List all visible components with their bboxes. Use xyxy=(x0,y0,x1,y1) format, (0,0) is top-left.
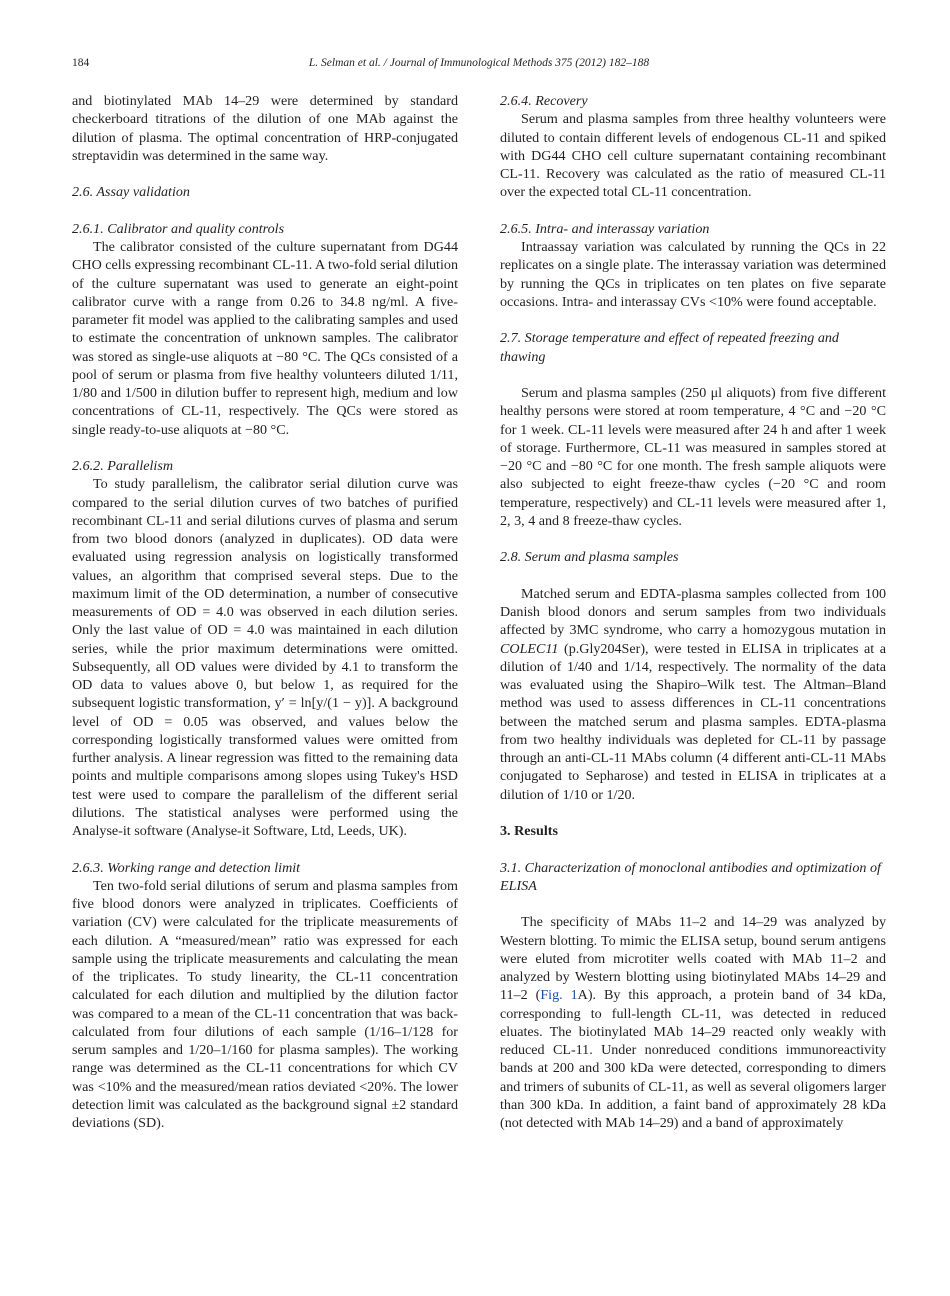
running-title: L. Selman et al. / Journal of Immunological Methods 375 (2012) 182–188 xyxy=(308,57,650,69)
subsection-heading-2-6-5: 2.6.5. Intra- and interassay variation xyxy=(500,220,710,237)
paragraph-samples xyxy=(500,585,886,804)
paragraph-variation: Intraassay variation was calculated by running the QCs in 22 replicates on a single plate. The interassay variation was determined by running the QCs in triplicates on ten plates on five separate occasions. Intra- and interassay CVs <10% were found acceptable. xyxy=(500,239,886,310)
section-heading-3-1: 3.1. Characterization of monoclonal antibodies and optimization of ELISA xyxy=(500,859,881,894)
paragraph-working-range: Ten two-fold serial dilutions of serum and plasma samples from five blood donors were analyzed in triplicates. Coefficients of variation (CV) were calculated for the triplicate measurements of each dilution. A “measured/mean” ratio was expressed for each sample using the triplicate measurements and calculating the mean of the triplicates. To study linearity, the CL-11 concentration calculated for each dilution and multiplied by the dilution factor was compared to a mean of the CL-11 concentration that was back-calculated from four dilutions of each sample (1/16–1/128 for serum samples and 1/20–1/160 for plasma samples). The working range was determined as the CL-11 concentrations for which CV was <10% and the measured/mean ratios deviated <20%. The lower detection limit was calculated as the background signal ±2 standard deviations (SD). xyxy=(72,877,458,1131)
characterization-text-start: The specificity of MAbs 11–2 and 14–29 was analyzed by Western blotting. To mimic the ELISA setup, bound serum antigens were eluted from microtiter wells coated with MAb 11–2 and analyzed by Western blotting using biotinylated MAbs 14–29 and 11–2 ( xyxy=(500,914,886,1004)
page-header xyxy=(72,57,886,75)
paragraph-storage: Serum and plasma samples (250 μl aliquots) from five different healthy persons were stored at room temperature, 4 °C and −20 °C for 1 week. CL-11 levels were measured after 24 h and after 1 week of storage. Furthermore, CL-11 was measured in samples stored at −20 °C and −80 °C for one month. The fresh sample aliquots were also subjected to eight freeze-thaw cycles (−20 °C and room temperature, respectively) and CL-11 levels were measured after 1, 2, 3, 4 and 8 freeze-thaw cycles. xyxy=(500,385,886,529)
samples-text-end: (p.Gly204Ser), were tested in ELISA in triplicates at a dilution of 1/40 and 1/14, respectively. The normality of the data was evaluated using the Shapiro–Wilk test. The Altman–Bland method was used to assess differences in CL-11 concentrations between the matched serum and plasma samples. EDTA-plasma from two healthy individuals was depleted for CL-11 by passage through an anti-CL-11 MAbs column (4 different anti-CL-11 MAbs conjugated to Sepharose) and tested in ELISA in triplicates at a dilution of 1/10 or 1/20. xyxy=(500,640,886,803)
section-heading-2-7: 2.7. Storage temperature and effect of repeated freezing and thawing xyxy=(500,330,839,365)
subsection-heading-2-6-4: 2.6.4. Recovery xyxy=(500,93,588,109)
characterization-text-end: A). By this approach, a protein band of 34 kDa, corresponding to full-length CL-11, was detected in reduced eluates. The biotinylated MAb 14–29 reacted only weakly with reduced CL-11. Under nonreduced conditions immunoreactivity bands at 200 and 300 kDa were detected, corresponding to dimers and trimers of subunits of CL-11, as well as several oligomers larger than 300 kDa. In addition, a faint band of approximately 28 kDa (not detected with MAb 14–29) and a band of approximately xyxy=(500,987,886,1131)
paragraph-recovery: Serum and plasma samples from three healthy volunteers were diluted to contain different levels of endogenous CL-11 and spiked with DG44 CHO cell culture supernatant containing recombinant CL-11. Recovery was calculated as the ratio of measured CL-11 over the expected total CL-11 concentration. xyxy=(500,111,886,201)
samples-text-start: Matched serum and EDTA-plasma samples collected from 100 Danish blood donors and serum samples from two individuals affected by 3MC syndrome, who carry a homozygous mutation in xyxy=(500,585,886,639)
intro-paragraph: and biotinylated MAb 14–29 were determined by standard checkerboard titrations of the dilution of one MAb against the dilution of plasma. The optimal concentration of HRP-conjugated streptavidin was determined in the same way. xyxy=(72,93,458,164)
paragraph-characterization xyxy=(500,913,886,1132)
figure-1-link[interactable]: Fig. 1 xyxy=(540,987,578,1004)
paragraph-parallelism: To study parallelism, the calibrator serial dilution curve was compared to the serial dilution curves of two batches of purified recombinant CL-11 and serial dilutions curves of plasma and serum from two blood donors (analyzed in duplicates). OD data were evaluated using regression analysis on logistically transformed values, an algorithm that comprised several steps. Due to the maximum limit of the OD determination, a number of consecutive measurements of OD = 4.0 was observed in each dilution series. Only the last value of OD = 4.0 was maintained in each dilution series, while the prior maximum determinations were omitted. Subsequently, all OD values were divided by 4.1 to transform the OD data to values above 0, but below 1, as required for the subsequent logistic transformation, y′ = ln[y/(1 − y)]. A background level of OD = 0.05 was observed, and values below the corresponding logistically transformed values were omitted from further analysis. A linear regression was fitted to the remaining data points and multiple comparisons among slopes using Tukey's HSD test were used to compare the parallelism of the different serial dilutions. The statistical analyses were performed using the Analyse-it software (Analyse-it Software, Ltd, Leeds, UK). xyxy=(72,476,458,839)
section-heading-results: 3. Results xyxy=(500,823,558,839)
subsection-heading-2-6-2: 2.6.2. Parallelism xyxy=(72,458,174,474)
subsection-heading-2-6-3: 2.6.3. Working range and detection limit xyxy=(72,859,301,876)
section-heading-2-8: 2.8. Serum and plasma samples xyxy=(500,549,679,566)
subsection-heading-2-6-1: 2.6.1. Calibrator and quality controls xyxy=(72,220,285,237)
section-heading-2-6: 2.6. Assay validation xyxy=(72,184,190,201)
right-column xyxy=(500,92,886,1132)
page-number: 184 xyxy=(72,57,90,69)
gene-name: COLEC11 xyxy=(500,640,559,657)
paragraph-calibrator: The calibrator consisted of the culture supernatant from DG44 CHO cells expressing recombinant CL-11. A two-fold serial dilution of the culture supernatant was used to generate an eight-point calibrator curve with a range from 0.26 to 34.8 ng/ml. A five-parameter fit model was applied to the calibrating samples and used to estimate the concentration of unknown samples. The calibrator was stored as single-use aliquots at −80 °C. The QCs consisted of a pool of serum or plasma from five healthy volunteers diluted 1/11, 1/80 and 1/500 in dilution buffer to represent high, medium and low concentrations of CL-11, respectively. The QCs were stored as single ready-to-use aliquots at −80 °C. xyxy=(72,239,458,438)
left-column xyxy=(72,92,458,1132)
